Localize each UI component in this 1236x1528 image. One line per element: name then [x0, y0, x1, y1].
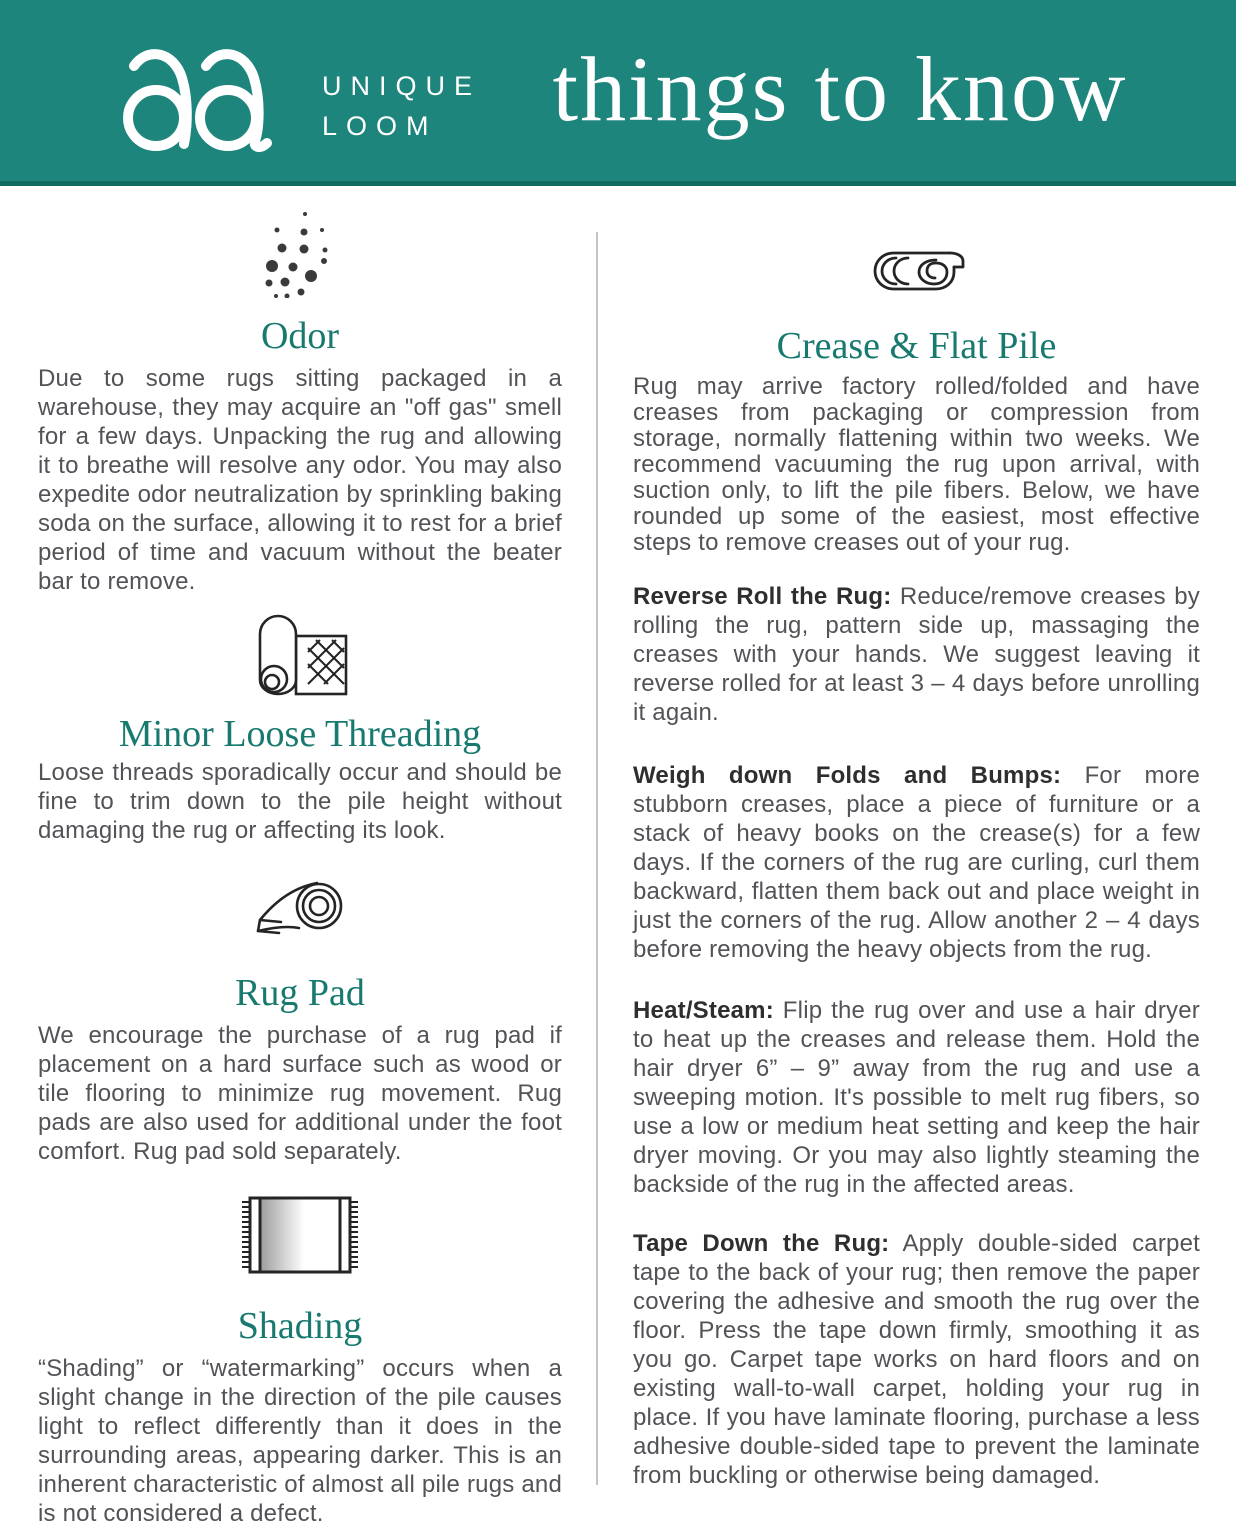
step-weigh-down [633, 761, 1200, 964]
fringed-rug-gradient-icon [38, 1194, 562, 1276]
crease-paragraph: Rug may arrive factory rolled/folded and have creases from packaging or compression from storage, normally flattening within two weeks. We recommend vacuuming the rug upon arrival, with suction only, to lift the pile fibers. Below, we have rounded up some of the easiest, most effective steps to remove creases out of your rug. [633, 373, 1200, 556]
step-reverse-roll [633, 582, 1200, 727]
step-tape-down-label: Tape Down the Rug: [633, 1230, 890, 1257]
rug-pad-heading: Rug Pad [235, 972, 365, 1014]
left-column [38, 186, 562, 1528]
step-weigh-down-label: Weigh down Folds and Bumps: [633, 762, 1062, 789]
rolled-rug-crosshatch-icon [38, 612, 562, 698]
right-column [633, 186, 1200, 1490]
unique-loom-logo-icon [104, 44, 309, 156]
step-heat-steam-body: Flip the rug over and use a hair dryer to heat up the creases and release them. Hold the hair dryer 6” – 9” away from the rug and use a sweeping motion. It's possible to melt rug fibers, so use a low or medium heat setting and keep the hair dryer moving. Or you may also lightly steaming the backside of the rug in the affected areas. [633, 997, 1200, 1198]
threading-paragraph: Loose threads sporadically occur and should be fine to trim down to the pile height without damaging the rug or affecting its look. [38, 759, 562, 844]
column-divider [596, 232, 598, 1485]
step-weigh-down-body: For more stubborn creases, place a piece of furniture or a stack of heavy books on the crease(s) for a few days. If the corners of the rug are curling, curl them backward, flatten them back out and place weight in just the corners of the rug. Allow another 2 – 4 days before removing the heavy objects from the rug. [633, 762, 1200, 963]
rug-pad-paragraph: We encourage the purchase of a rug pad if placement on a hard surface such as wood or tile flooring to minimize rug movement. Rug pads are also used for additional under the foot comfort. Rug pad sold separately. [38, 1022, 562, 1165]
step-tape-down [633, 1229, 1200, 1490]
page-title: things to know [552, 38, 1128, 140]
odor-heading: Odor [260, 315, 340, 357]
crease-heading: Crease & Flat Pile [776, 325, 1057, 367]
step-tape-down-body: Apply double-sided carpet tape to the back of your rug; then remove the paper covering the adhesive and smooth the rug over the floor. Press the tape down firmly, smoothing it as you go. Carpet tape works on hard floors and on existing wall-to-wall carpet, holding your rug in place. If you have laminate flooring, purchase a less adhesive double-sided tape to prevent the laminate from buckling or otherwise being damaged. [633, 1230, 1201, 1489]
odor-paragraph: Due to some rugs sitting packaged in a warehouse, they may acquire an "off gas" smell for a few days. Unpacking the rug and allowing it to breathe will resolve any odor. You may also expedite odor neutralization by sprinkling baking soda on the surface, allowing it to rest for a brief period of time and vacuum without the beater bar to remove. [38, 365, 562, 595]
step-reverse-roll-body: Reduce/remove creases by rolling the rug, pattern side up, massaging the creases with your hands. We suggest leaving it reverse rolled for at least 3 – 4 days before unrolling it again. [633, 583, 1200, 726]
brand-line1: UNIQUE [322, 71, 482, 101]
rolled-rug-side-spiral-icon [633, 246, 1200, 294]
header-banner [0, 0, 1236, 186]
step-heat-steam [633, 996, 1200, 1199]
smell-particles-icon [38, 208, 562, 298]
shading-heading: Shading [237, 1305, 363, 1347]
shading-paragraph: “Shading” or “watermarking” occurs when a slight change in the direction of the pile causes light to reflect differently than it does in the surrounding areas, appearing darker. This is an inherent characteristic of almost all pile rugs and is not considered a defect. [38, 1355, 562, 1527]
rug-pad-roll-icon [38, 875, 562, 945]
step-reverse-roll-label: Reverse Roll the Rug: [633, 583, 892, 610]
brand-name [322, 66, 481, 146]
threading-heading: Minor Loose Threading [118, 713, 482, 755]
brand-line2: LOOM [322, 111, 438, 141]
step-heat-steam-label: Heat/Steam: [633, 997, 774, 1024]
